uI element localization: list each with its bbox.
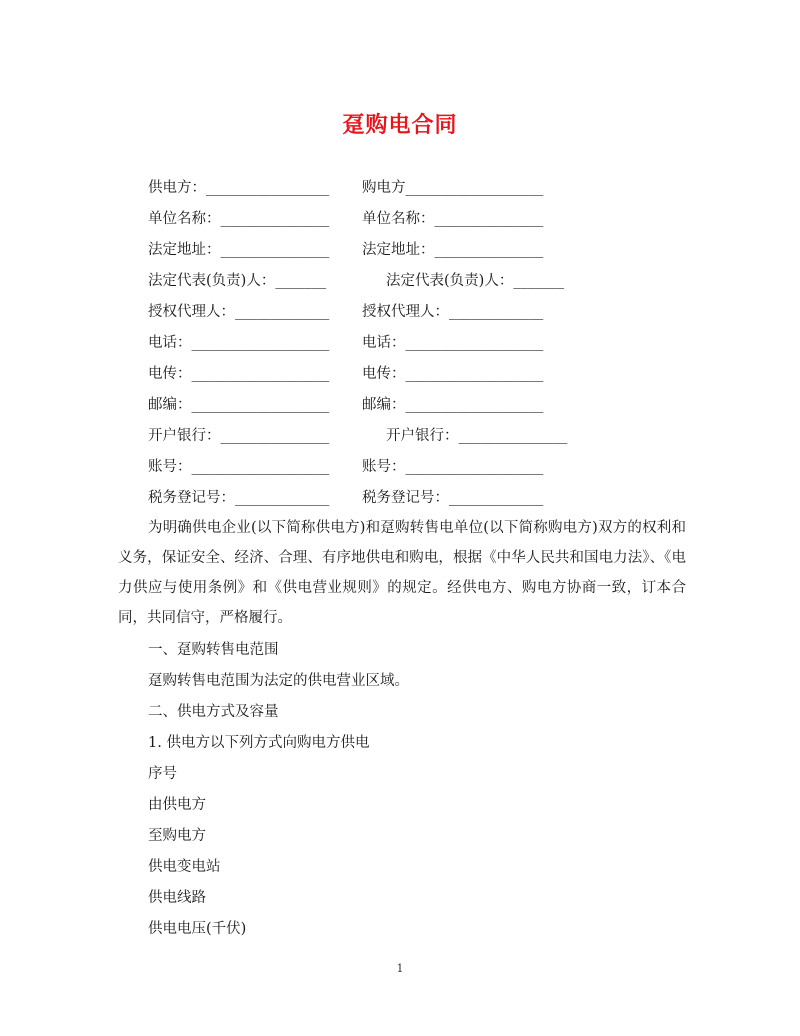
- unit-name-right: 单位名称：_______________: [362, 211, 544, 227]
- tax-id-right: 税务登记号：_____________: [362, 490, 544, 506]
- table-header-from: 由供电方: [148, 797, 206, 813]
- section-heading-scope: 一、趸购转售电范围: [148, 642, 279, 658]
- legal-rep-left: 法定代表(负责)人：_______: [148, 273, 327, 289]
- unit-name-left: 单位名称：_______________: [148, 211, 330, 227]
- preamble-paragraph: [118, 513, 686, 633]
- telex-left: 电传：___________________: [148, 366, 330, 382]
- tax-id-left: 税务登记号：_____________: [148, 490, 330, 506]
- legal-address-left: 法定地址：_______________: [148, 242, 330, 258]
- table-header-voltage: 供电电压(千伏): [148, 921, 247, 937]
- legal-address-right: 法定地址：_______________: [362, 242, 544, 258]
- telex-right: 电传：___________________: [362, 366, 544, 382]
- agent-left: 授权代理人：_____________: [148, 304, 330, 320]
- party-supplier-field: 供电方：_________________: [148, 180, 330, 196]
- section-subitem-supply: 1. 供电方以下列方式向购电方供电: [148, 735, 370, 751]
- page-number: 1: [396, 962, 404, 975]
- section-heading-supply: 二、供电方式及容量: [148, 704, 279, 720]
- table-header-substation: 供电变电站: [148, 859, 221, 875]
- preamble-text: 为明确供电企业(以下简称供电方)和趸购转售电单位(以下简称购电方)双方的权利和义务，保证安全、经济、合理、有序地供电和购电，根据《中华人民共和国电力法》、《电力供应与使用条例》和《供电营业规则》的规定。经供电方、购电方协商一致，订本合同，共同信守，严格履行。: [118, 520, 686, 626]
- table-header-to: 至购电方: [148, 828, 206, 844]
- legal-rep-right: 法定代表(负责)人：_______: [386, 273, 565, 289]
- document-title: 趸购电合同: [342, 112, 458, 138]
- table-header-seq: 序号: [148, 766, 177, 782]
- account-left: 账号：___________________: [148, 459, 330, 475]
- table-header-line: 供电线路: [148, 890, 206, 906]
- phone-right: 电话：___________________: [362, 335, 544, 351]
- section-text-scope: 趸购转售电范围为法定的供电营业区域。: [148, 673, 409, 689]
- party-buyer-field: 购电方___________________: [362, 180, 544, 196]
- agent-right: 授权代理人：_____________: [362, 304, 544, 320]
- account-right: 账号：___________________: [362, 459, 544, 475]
- bank-right: 开户银行：_______________: [386, 428, 568, 444]
- postcode-right: 邮编：___________________: [362, 397, 544, 413]
- postcode-left: 邮编：___________________: [148, 397, 330, 413]
- bank-left: 开户银行：_______________: [148, 428, 330, 444]
- phone-left: 电话：___________________: [148, 335, 330, 351]
